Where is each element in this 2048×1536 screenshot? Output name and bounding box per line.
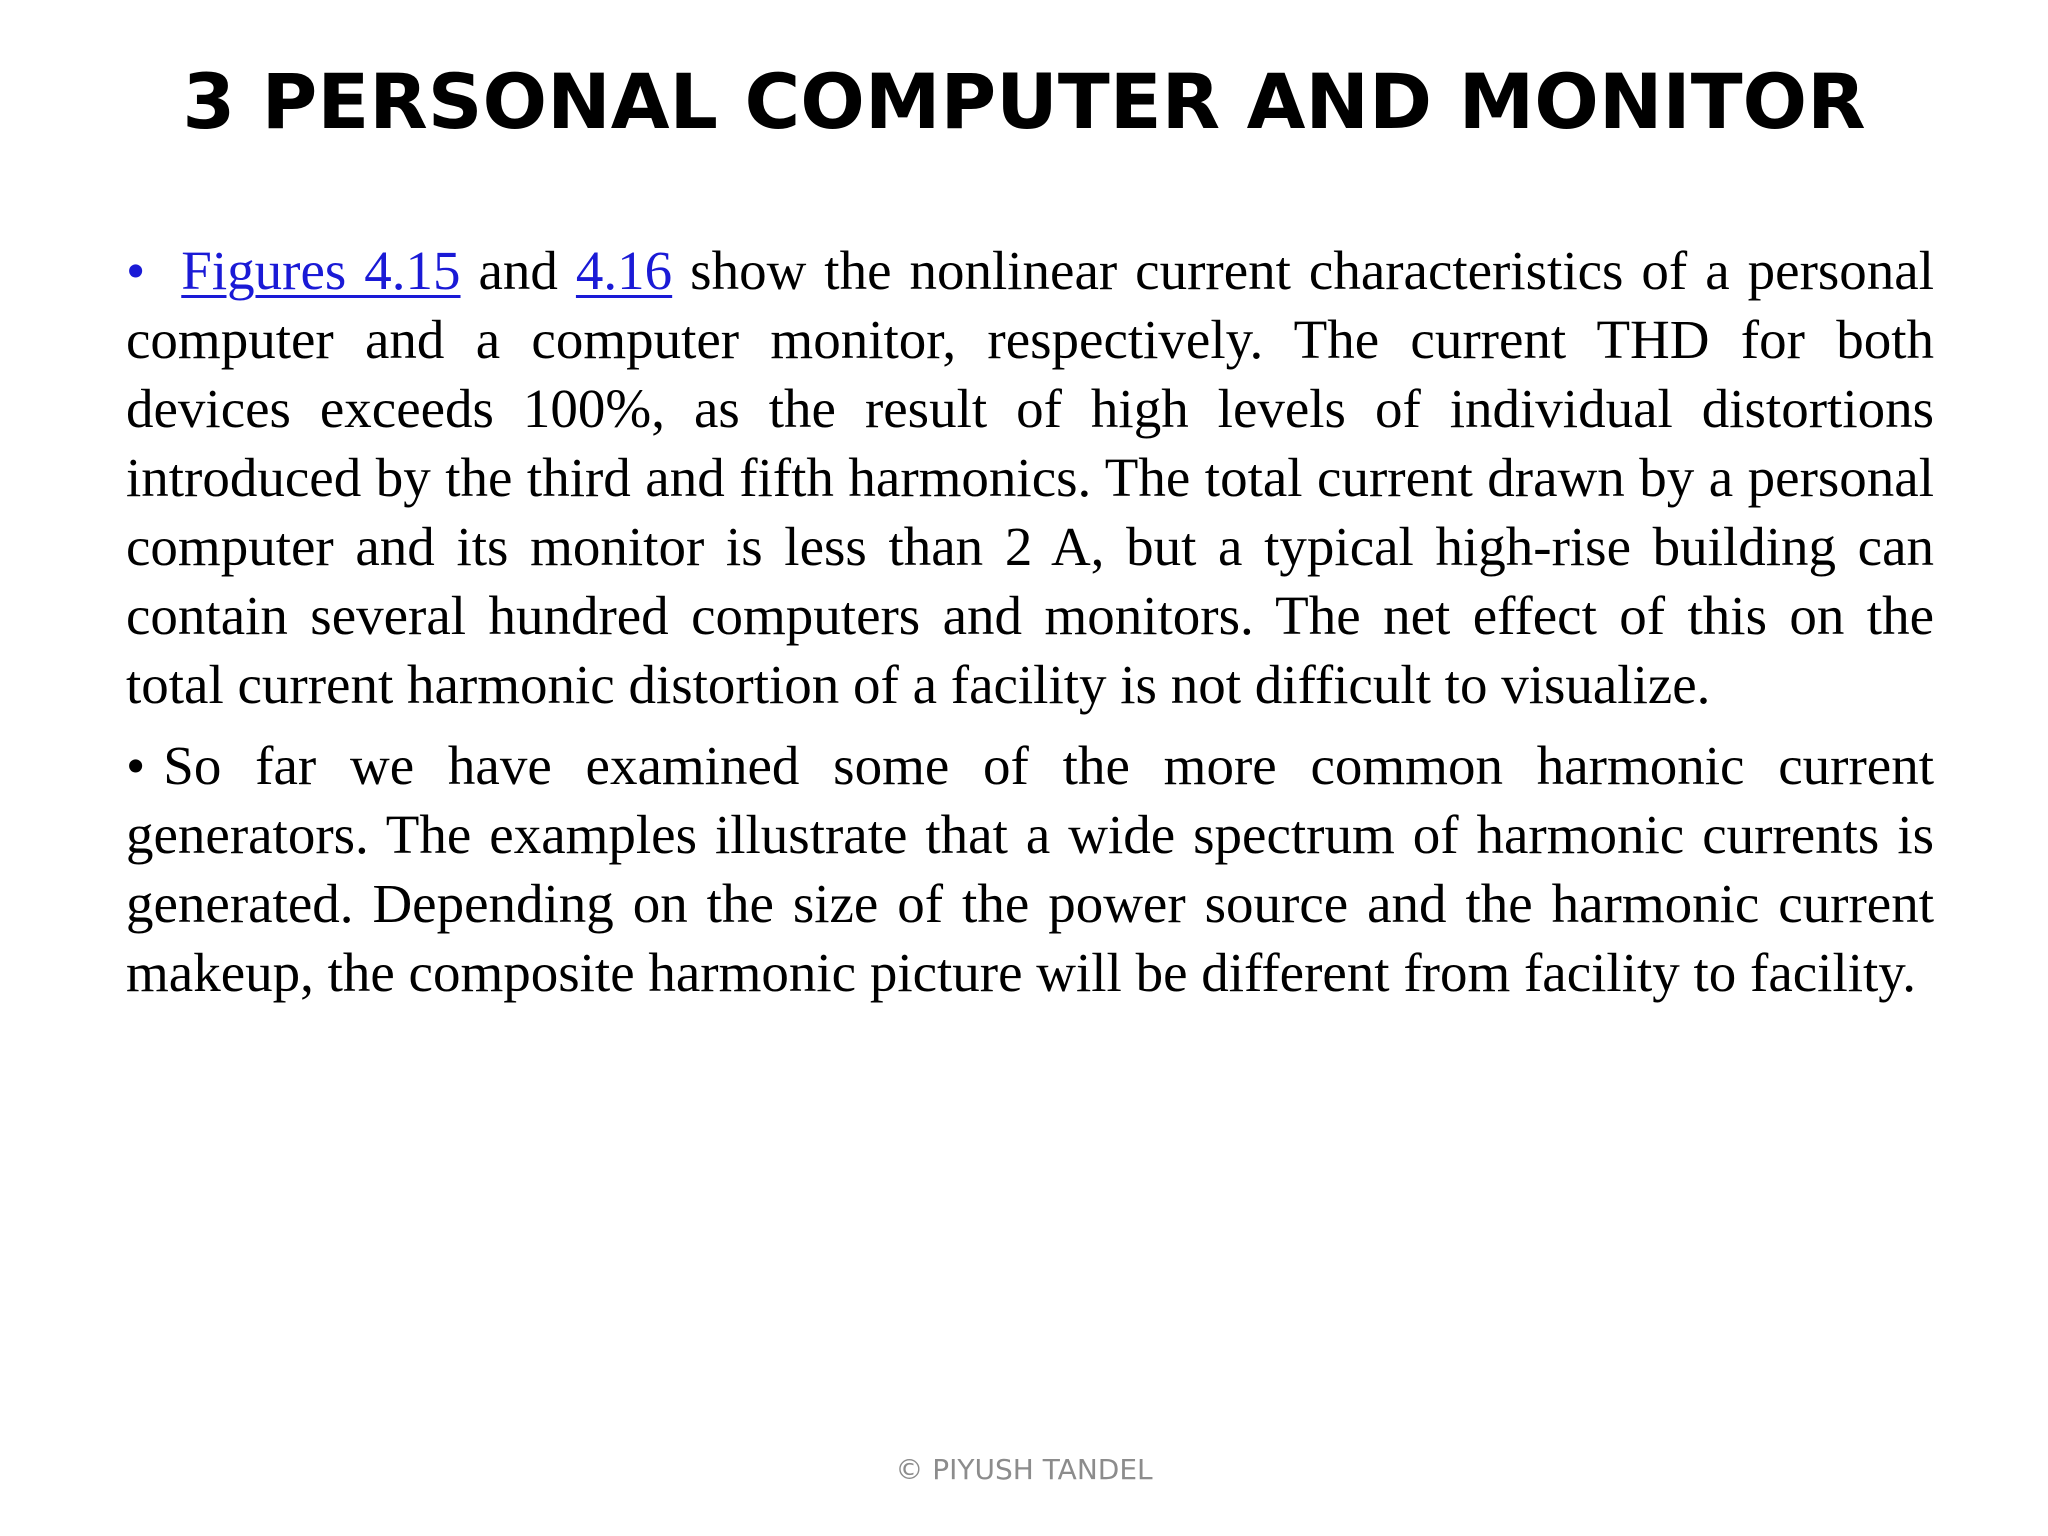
figure-4-16-link[interactable]: 4.16 <box>575 240 673 301</box>
paragraph-1-text-a: and <box>460 240 576 301</box>
paragraph-2 <box>126 731 1934 1007</box>
bullet-point: • <box>126 240 146 301</box>
figure-4-15-link[interactable]: Figures 4.15 <box>181 240 461 301</box>
paragraph-1 <box>126 236 1934 719</box>
slide-title: 3 PERSONAL COMPUTER AND MONITOR <box>182 57 1866 146</box>
paragraph-2-text: So far we have examined some of the more common harmonic current generators. The examples illustrate that a wide spectrum of harmonic currents is generated. Depending on the size of the power source and the harmonic current makeup, the composite harmonic picture will be different from facility to facility. <box>126 735 1934 1003</box>
slide-body <box>126 236 1934 1007</box>
paragraph-1-text-b: show the nonlinear current characteristics of a personal computer and a computer monitor, respectively. The current THD for both devices exceeds 100%, as the result of high levels of individual distortions introduced by the third and fifth harmonics. The total current drawn by a personal computer and its monitor is less than 2 A, but a typical high-rise building can contain several hundred computers and monitors. The net effect of this on the total current harmonic distortion of a facility is not difficult to visualize. <box>126 240 1934 715</box>
bullet-point: • <box>126 735 146 796</box>
copyright-footer: © PIYUSH TANDEL <box>895 1453 1153 1486</box>
